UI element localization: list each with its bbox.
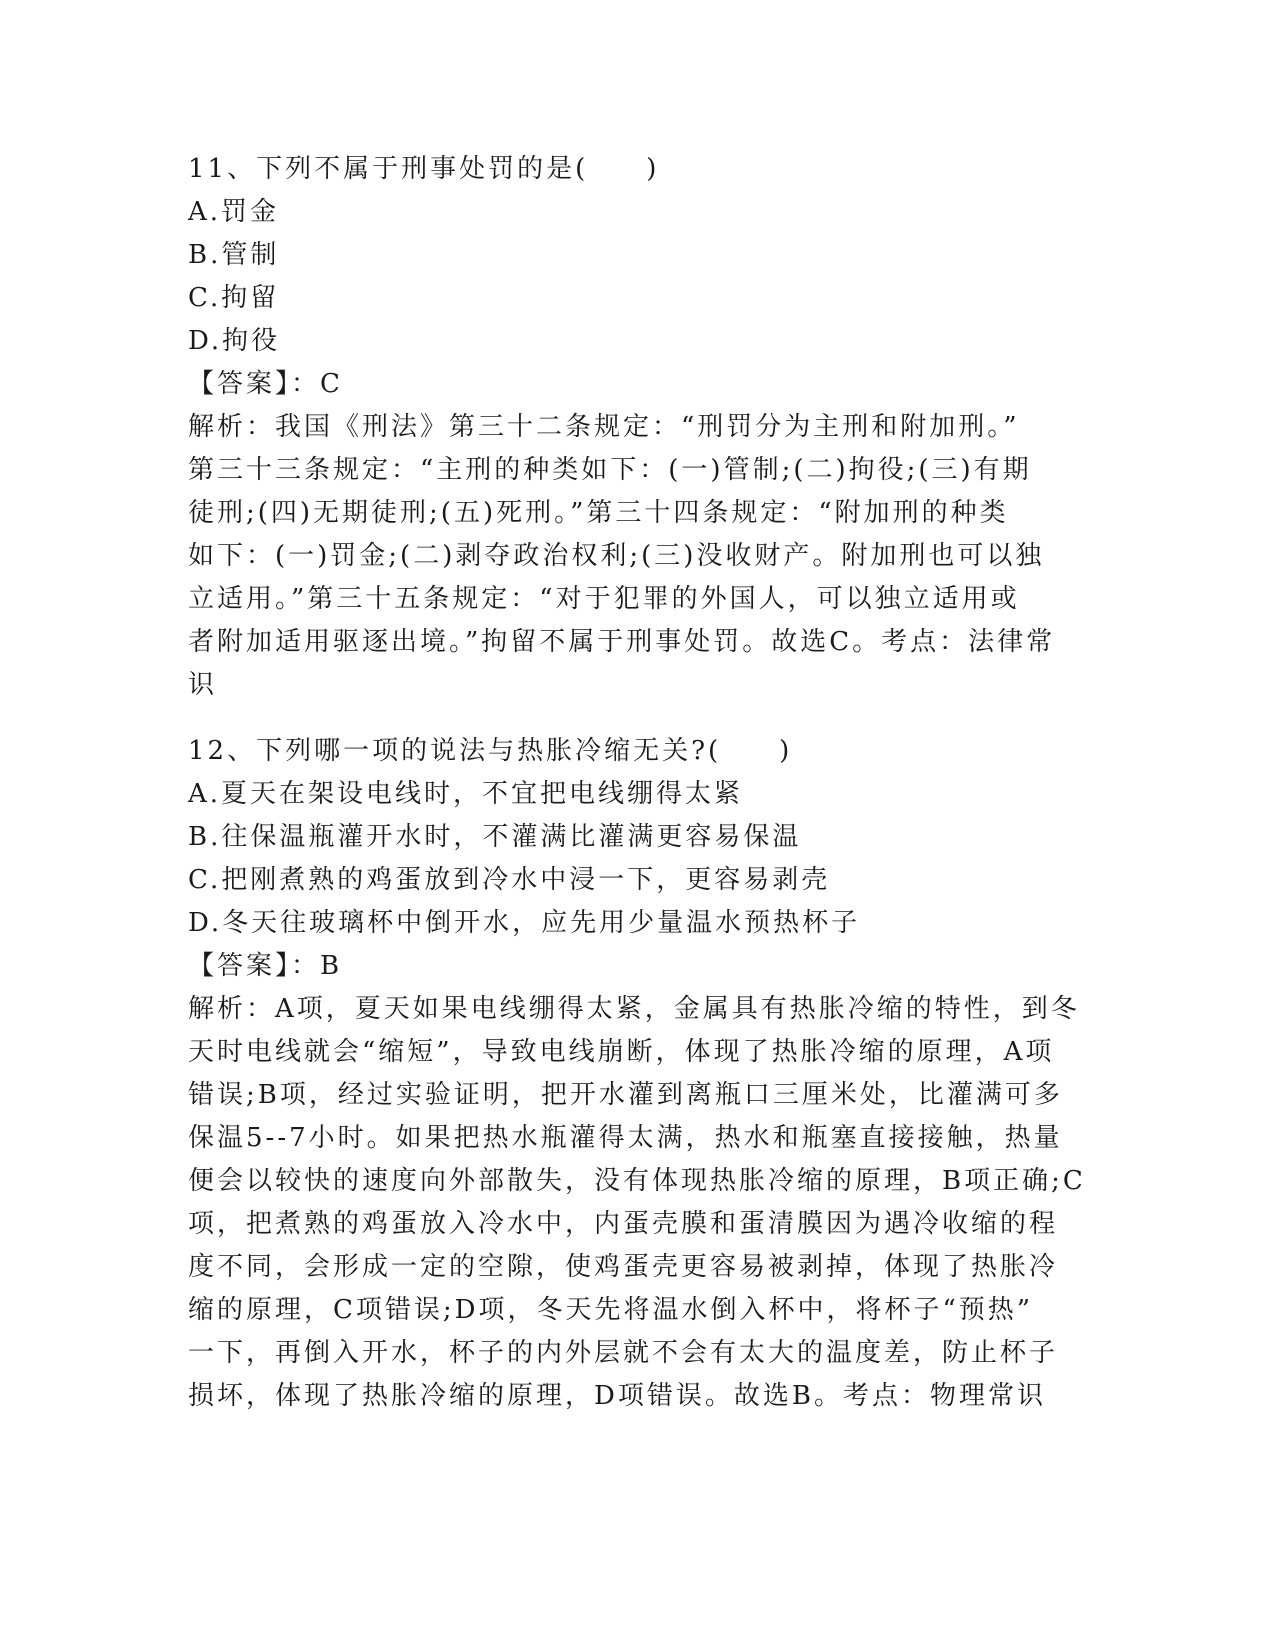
option-c: C.把刚煮熟的鸡蛋放到冷水中浸一下，更容易剥壳 xyxy=(188,865,831,895)
analysis-line: 第三十三条规定：“主刑的种类如下：(一)管制;(二)拘役;(三)有期 xyxy=(188,455,1032,485)
analysis-line: 缩的原理，C项错误;D项，冬天先将温水倒入杯中，将杯子“预热” xyxy=(188,1295,1034,1325)
question-11 xyxy=(188,148,1088,707)
option-a: A.罚金 xyxy=(188,197,280,227)
analysis-line: 解析：A项，夏天如果电线绷得太紧，金属具有热胀冷缩的特性，到冬 xyxy=(188,994,1080,1024)
analysis-line: 项，把煮熟的鸡蛋放入冷水中，内蛋壳膜和蛋清膜因为遇冷收缩的程 xyxy=(188,1209,1059,1239)
analysis-line: 者附加适用驱逐出境。”拘留不属于刑事处罚。故选C。考点：法律常 xyxy=(188,627,1056,657)
answer: 【答案】：B xyxy=(188,951,343,981)
question-title: 11、下列不属于刑事处罚的是( ) xyxy=(188,154,660,184)
analysis-line: 度不同，会形成一定的空隙，使鸡蛋壳更容易被剥掉，体现了热胀冷 xyxy=(188,1252,1059,1282)
option-d: D.冬天往玻璃杯中倒开水，应先用少量温水预热杯子 xyxy=(188,908,861,938)
answer: 【答案】：C xyxy=(188,369,343,399)
analysis-line: 立适用。”第三十五条规定：“对于犯罪的外国人，可以独立适用或 xyxy=(188,584,1020,614)
option-d: D.拘役 xyxy=(188,326,281,356)
analysis-line: 天时电线就会“缩短”，导致电线崩断，体现了热胀冷缩的原理，A项 xyxy=(188,1037,1055,1067)
option-a: A.夏天在架设电线时，不宜把电线绷得太紧 xyxy=(188,779,744,809)
analysis-line: 识 xyxy=(188,670,218,700)
analysis-line: 解析：我国《刑法》第三十二条规定：“刑罚分为主刑和附加刑。” xyxy=(188,412,1020,442)
analysis-line: 错误;B项，经过实验证明，把开水灌到离瓶口三厘米处，比灌满可多 xyxy=(188,1080,1063,1110)
question-12 xyxy=(188,730,1088,1418)
analysis-line: 便会以较快的速度向外部散失，没有体现热胀冷缩的原理，B项正确;C xyxy=(188,1166,1086,1196)
question-title: 12、下列哪一项的说法与热胀冷缩无关?( ) xyxy=(188,736,793,766)
option-b: B.往保温瓶灌开水时，不灌满比灌满更容易保温 xyxy=(188,822,802,852)
analysis-line: 保温5--7小时。如果把热水瓶灌得太满，热水和瓶塞直接接触，热量 xyxy=(188,1123,1063,1153)
analysis-line: 如下：(一)罚金;(二)剥夺政治权利;(三)没收财产。附加刑也可以独 xyxy=(188,541,1045,571)
option-b: B.管制 xyxy=(188,240,280,270)
analysis-line: 徒刑;(四)无期徒刑;(五)死刑。”第三十四条规定：“附加刑的种类 xyxy=(188,498,1009,528)
option-c: C.拘留 xyxy=(188,283,280,313)
analysis-line: 损坏，体现了热胀冷缩的原理，D项错误。故选B。考点：物理常识 xyxy=(188,1381,1046,1411)
analysis-line: 一下，再倒入开水，杯子的内外层就不会有太大的温度差，防止杯子 xyxy=(188,1338,1059,1368)
